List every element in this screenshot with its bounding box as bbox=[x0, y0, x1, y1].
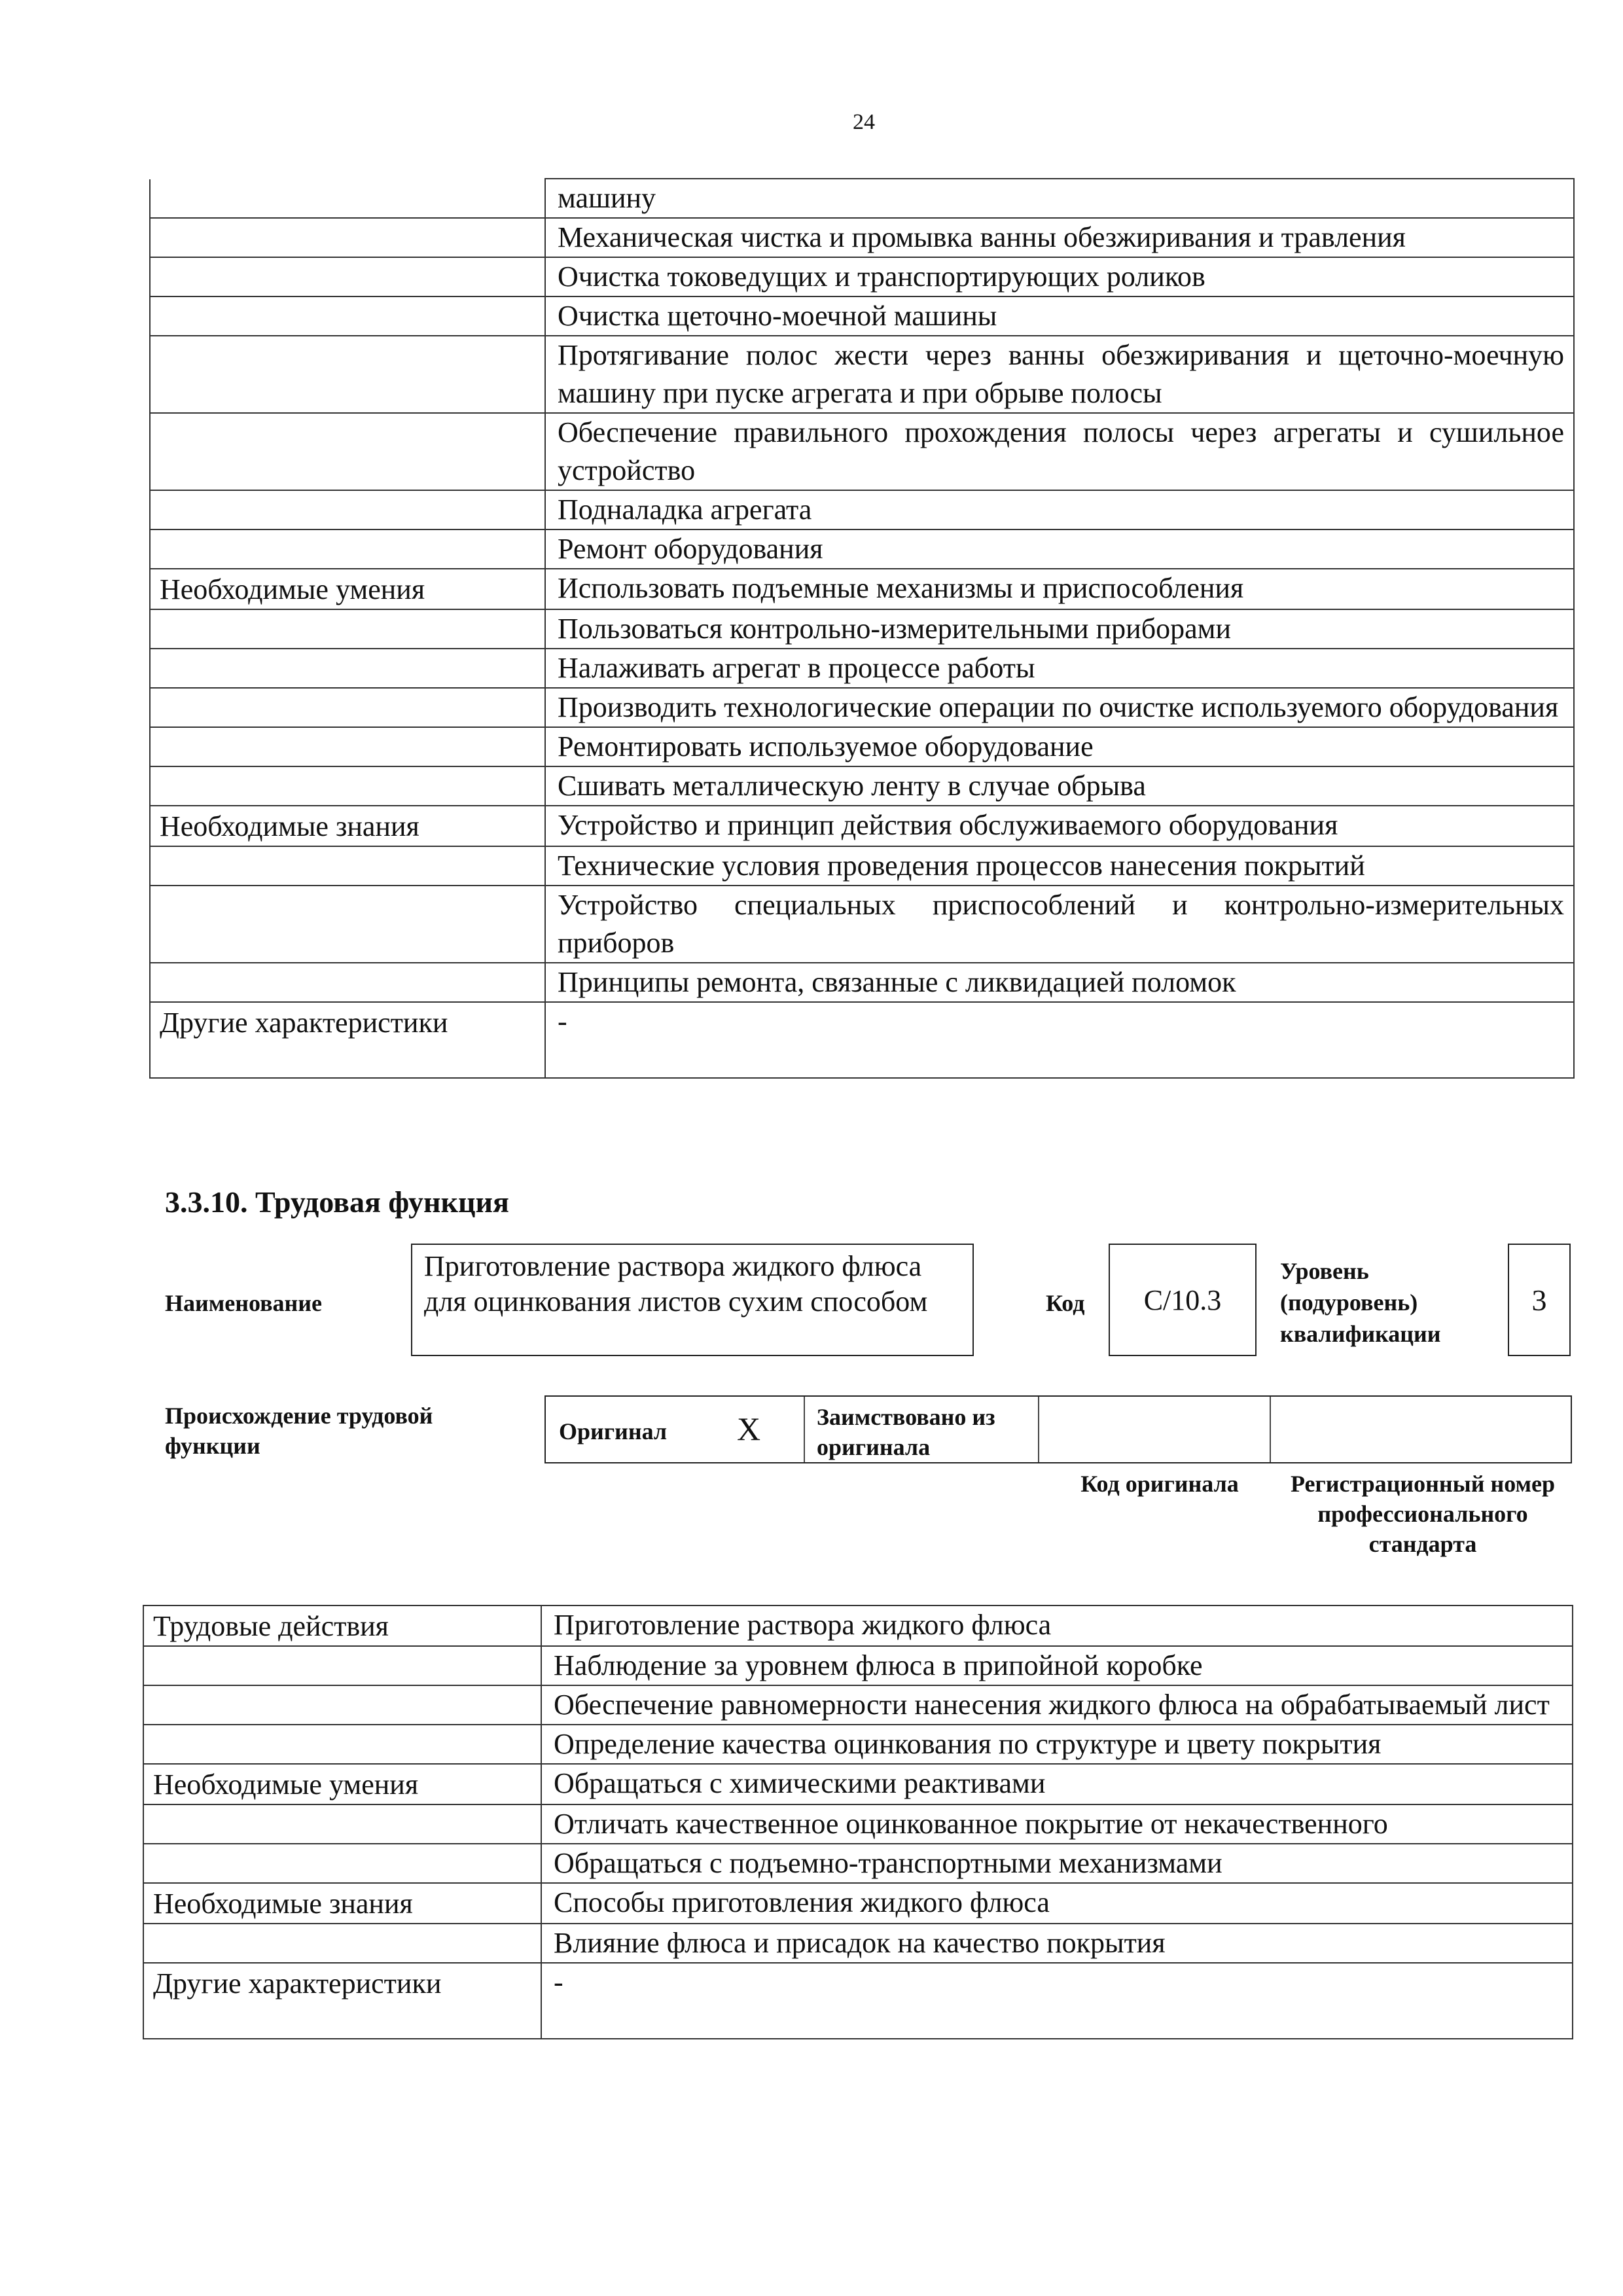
code-original-caption: Код оригинала bbox=[1080, 1471, 1239, 1497]
table-row bbox=[150, 609, 1574, 649]
row-content: Устройство специальных приспособлений и контрольно-измерительных приборов bbox=[545, 886, 1574, 963]
table-row bbox=[150, 569, 1574, 609]
code-original-cell bbox=[1039, 1397, 1271, 1462]
row-label: Необходимые знания bbox=[150, 806, 545, 846]
table-row bbox=[150, 766, 1574, 806]
table-row bbox=[150, 529, 1574, 569]
table-row bbox=[150, 963, 1574, 1002]
row-content: Обращаться с химическими реактивами bbox=[541, 1764, 1573, 1804]
row-content: Отличать качественное оцинкованное покрытие от некачественного bbox=[541, 1804, 1573, 1844]
name-label: Наименование bbox=[165, 1290, 322, 1316]
code-value: C/10.3 bbox=[1109, 1244, 1257, 1356]
origin-row bbox=[544, 1395, 1572, 1463]
row-content: Очистка токоведущих и транспортирующих роликов bbox=[545, 257, 1574, 296]
table-row bbox=[143, 1605, 1573, 1646]
row-label: Необходимые умения bbox=[150, 569, 545, 609]
row-content: Пользоваться контрольно-измерительными приборами bbox=[545, 609, 1574, 649]
row-label: Необходимые знания bbox=[143, 1883, 541, 1924]
row-label bbox=[150, 963, 545, 1002]
level-label: Уровень (подуровень) квалификации bbox=[1280, 1258, 1441, 1347]
table-row bbox=[150, 1002, 1574, 1078]
row-content: Сшивать металлическую ленту в случае обрыва bbox=[545, 766, 1574, 806]
section-title: 3.3.10. Трудовая функция bbox=[165, 1185, 509, 1219]
origin-original-cell bbox=[546, 1397, 805, 1462]
table-row bbox=[143, 1844, 1573, 1883]
row-label bbox=[150, 218, 545, 257]
row-content: Наблюдение за уровнем флюса в припойной коробке bbox=[541, 1646, 1573, 1685]
row-label bbox=[143, 1685, 541, 1725]
level-value: 3 bbox=[1508, 1244, 1571, 1356]
table-row bbox=[143, 1685, 1573, 1725]
table-row bbox=[150, 806, 1574, 846]
origin-label: Происхождение трудовой функции bbox=[165, 1403, 433, 1459]
row-content: Технические условия проведения процессов нанесения покрытий bbox=[545, 846, 1574, 886]
table-row bbox=[143, 1924, 1573, 1963]
row-content: Очистка щеточно-моечной машины bbox=[545, 296, 1574, 336]
table-row bbox=[150, 846, 1574, 886]
row-label bbox=[150, 846, 545, 886]
reg-number-caption: Регистрационный номер профессионального стандарта bbox=[1290, 1471, 1556, 1557]
table-row bbox=[150, 886, 1574, 963]
row-label bbox=[143, 1804, 541, 1844]
table-row bbox=[143, 1646, 1573, 1685]
row-label bbox=[150, 529, 545, 569]
row-label: Другие характеристики bbox=[150, 1002, 545, 1078]
row-label bbox=[143, 1844, 541, 1883]
row-content: Механическая чистка и промывка ванны обезжиривания и травления bbox=[545, 218, 1574, 257]
row-label bbox=[150, 179, 545, 218]
row-content: - bbox=[541, 1963, 1573, 2039]
row-content: Использовать подъемные механизмы и приспособления bbox=[545, 569, 1574, 609]
row-label bbox=[150, 688, 545, 727]
row-label bbox=[150, 296, 545, 336]
table-row bbox=[150, 296, 1574, 336]
row-content: Подналадка агрегата bbox=[545, 490, 1574, 529]
row-label bbox=[150, 727, 545, 766]
row-label bbox=[150, 257, 545, 296]
row-content: Способы приготовления жидкого флюса bbox=[541, 1883, 1573, 1924]
row-label bbox=[143, 1725, 541, 1764]
table-row bbox=[150, 688, 1574, 727]
row-label: Трудовые действия bbox=[143, 1605, 541, 1646]
row-label bbox=[150, 413, 545, 490]
row-label bbox=[150, 609, 545, 649]
table-row bbox=[143, 1725, 1573, 1764]
row-content: Обеспечение правильного прохождения полосы через агрегаты и сушильное устройство bbox=[545, 413, 1574, 490]
table-row bbox=[143, 1963, 1573, 2039]
row-label bbox=[150, 490, 545, 529]
row-content: Определение качества оцинкования по структуре и цвету покрытия bbox=[541, 1725, 1573, 1764]
table-row bbox=[150, 490, 1574, 529]
row-content: Ремонт оборудования bbox=[545, 529, 1574, 569]
table-row bbox=[150, 727, 1574, 766]
origin-mark: X bbox=[737, 1410, 761, 1447]
table-row bbox=[143, 1804, 1573, 1844]
origin-borrowed-cell bbox=[805, 1397, 1039, 1462]
origin-original-label: Оригинал bbox=[559, 1418, 668, 1444]
row-content: Налаживать агрегат в процессе работы bbox=[545, 649, 1574, 688]
row-content: Устройство и принцип действия обслуживаемого оборудования bbox=[545, 806, 1574, 846]
row-label bbox=[150, 649, 545, 688]
table-row bbox=[150, 257, 1574, 296]
table-row bbox=[150, 218, 1574, 257]
row-content: Обращаться с подъемно-транспортными механизмами bbox=[541, 1844, 1573, 1883]
row-label bbox=[143, 1646, 541, 1685]
table-row bbox=[150, 336, 1574, 413]
row-label bbox=[150, 886, 545, 963]
row-content: Принципы ремонта, связанные с ликвидацией поломок bbox=[545, 963, 1574, 1002]
name-value: Приготовление раствора жидкого флюса для оцинкования листов сухим способом bbox=[411, 1244, 974, 1356]
code-label: Код bbox=[1046, 1290, 1085, 1316]
table-row bbox=[143, 1883, 1573, 1924]
page-number: 24 bbox=[853, 110, 875, 134]
row-content: Ремонтировать используемое оборудование bbox=[545, 727, 1574, 766]
reg-number-cell bbox=[1271, 1397, 1571, 1462]
row-content: Производить технологические операции по очистке используемого оборудования bbox=[545, 688, 1574, 727]
continued-function-table bbox=[149, 178, 1575, 1079]
table-row bbox=[150, 649, 1574, 688]
table-row bbox=[150, 413, 1574, 490]
row-content: Протягивание полос жести через ванны обезжиривания и щеточно-моечную машину при пуске агрегата и при обрыве полосы bbox=[545, 336, 1574, 413]
origin-borrowed-label: Заимствовано из оригинала bbox=[817, 1404, 995, 1460]
row-content: Влияние флюса и присадок на качество покрытия bbox=[541, 1924, 1573, 1963]
row-content: - bbox=[545, 1002, 1574, 1078]
row-label: Необходимые умения bbox=[143, 1764, 541, 1804]
table-row bbox=[143, 1764, 1573, 1804]
row-content: машину bbox=[545, 179, 1574, 218]
table-row bbox=[150, 179, 1574, 218]
row-label bbox=[150, 336, 545, 413]
row-label: Другие характеристики bbox=[143, 1963, 541, 2039]
function-table bbox=[143, 1605, 1573, 2039]
row-label bbox=[150, 766, 545, 806]
row-content: Приготовление раствора жидкого флюса bbox=[541, 1605, 1573, 1646]
row-content: Обеспечение равномерности нанесения жидкого флюса на обрабатываемый лист bbox=[541, 1685, 1573, 1725]
row-label bbox=[143, 1924, 541, 1963]
